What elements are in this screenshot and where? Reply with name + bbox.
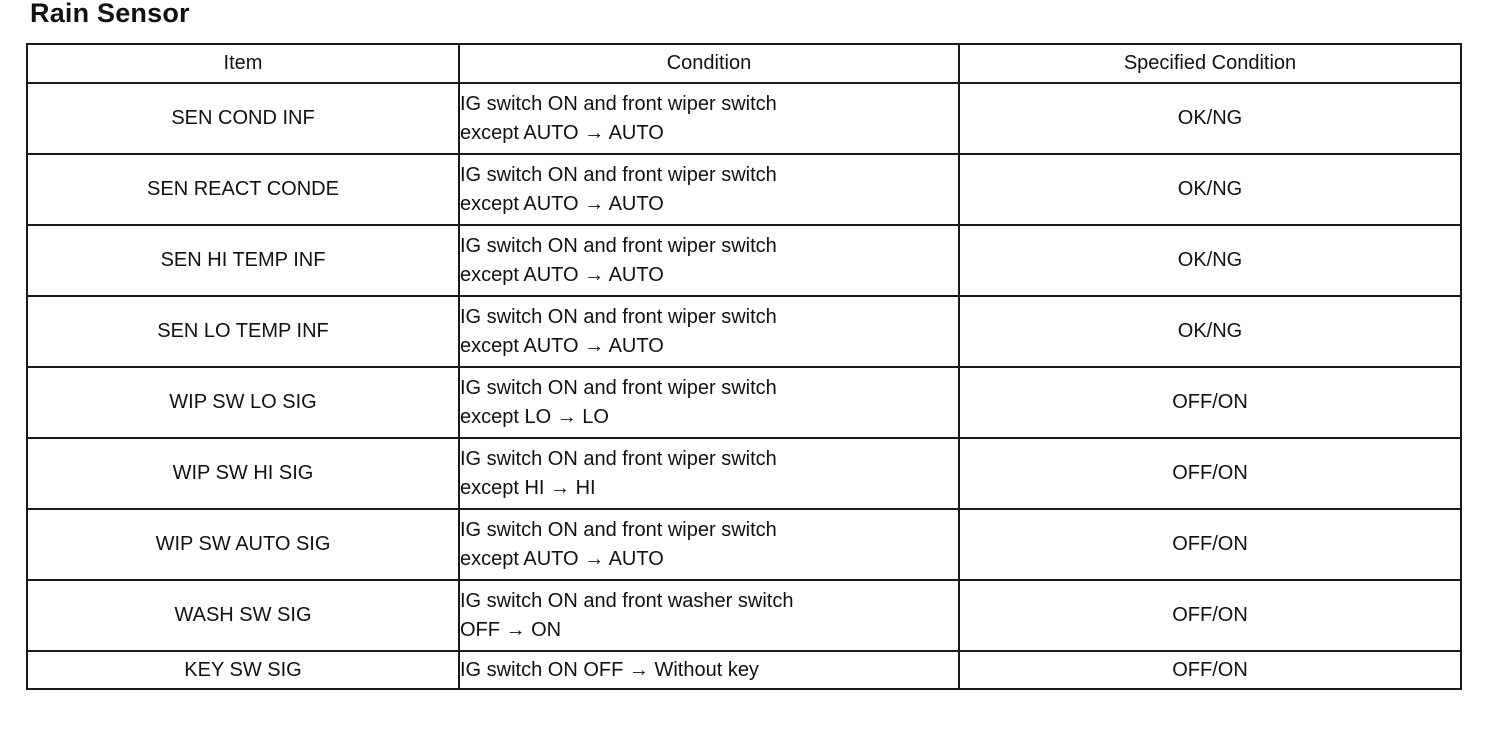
condition-cell — [459, 367, 959, 438]
condition-line: IG switch ON and front wiper switch — [460, 518, 777, 541]
table-row — [27, 154, 1461, 225]
condition-line: OFF → ON — [460, 618, 562, 641]
specified-cell: OK/NG — [959, 225, 1461, 296]
specified-cell: OFF/ON — [959, 367, 1461, 438]
condition-line: except LO → LO — [460, 405, 609, 428]
item-cell: SEN LO TEMP INF — [27, 296, 459, 367]
header-condition: Condition — [459, 44, 959, 83]
condition-line: except AUTO → AUTO — [460, 334, 664, 357]
specified-cell: OK/NG — [959, 83, 1461, 154]
condition-cell — [459, 296, 959, 367]
condition-line: IG switch ON and front wiper switch — [460, 234, 777, 257]
table-row — [27, 580, 1461, 651]
table-row — [27, 225, 1461, 296]
specified-cell: OFF/ON — [959, 438, 1461, 509]
item-cell: SEN COND INF — [27, 83, 459, 154]
condition-line: IG switch ON and front wiper switch — [460, 447, 777, 470]
condition-line: IG switch ON and front wiper switch — [460, 163, 777, 186]
table-row — [27, 367, 1461, 438]
condition-line: IG switch ON and front washer switch — [460, 589, 794, 612]
condition-cell — [459, 580, 959, 651]
table-row — [27, 83, 1461, 154]
condition-cell — [459, 438, 959, 509]
condition-line: IG switch ON and front wiper switch — [460, 92, 777, 115]
table-row — [27, 296, 1461, 367]
condition-line: except AUTO → AUTO — [460, 263, 664, 286]
item-cell: WASH SW SIG — [27, 580, 459, 651]
rain-sensor-table — [26, 43, 1462, 690]
condition-cell — [459, 225, 959, 296]
condition-cell — [459, 154, 959, 225]
condition-line: except AUTO → AUTO — [460, 121, 664, 144]
condition-line: IG switch ON and front wiper switch — [460, 376, 777, 399]
item-cell: WIP SW AUTO SIG — [27, 509, 459, 580]
condition-line: except AUTO → AUTO — [460, 547, 664, 570]
specified-cell: OFF/ON — [959, 651, 1461, 689]
item-cell: KEY SW SIG — [27, 651, 459, 689]
table-header-row — [27, 44, 1461, 83]
table-row — [27, 509, 1461, 580]
item-cell: SEN REACT CONDE — [27, 154, 459, 225]
specified-cell: OFF/ON — [959, 509, 1461, 580]
condition-cell — [459, 509, 959, 580]
condition-cell — [459, 651, 959, 689]
condition-line: except HI → HI — [460, 476, 596, 499]
condition-cell — [459, 83, 959, 154]
table-row — [27, 438, 1461, 509]
item-cell: WIP SW HI SIG — [27, 438, 459, 509]
specified-cell: OFF/ON — [959, 580, 1461, 651]
page-title: Rain Sensor — [30, 0, 190, 28]
item-cell: SEN HI TEMP INF — [27, 225, 459, 296]
specified-cell: OK/NG — [959, 296, 1461, 367]
header-item: Item — [27, 44, 459, 83]
header-specified-condition: Specified Condition — [959, 44, 1461, 83]
table-row — [27, 651, 1461, 689]
item-cell: WIP SW LO SIG — [27, 367, 459, 438]
condition-line: IG switch ON and front wiper switch — [460, 305, 777, 328]
specified-cell: OK/NG — [959, 154, 1461, 225]
condition-line: except AUTO → AUTO — [460, 192, 664, 215]
condition-line: IG switch ON OFF → Without key — [460, 658, 759, 681]
